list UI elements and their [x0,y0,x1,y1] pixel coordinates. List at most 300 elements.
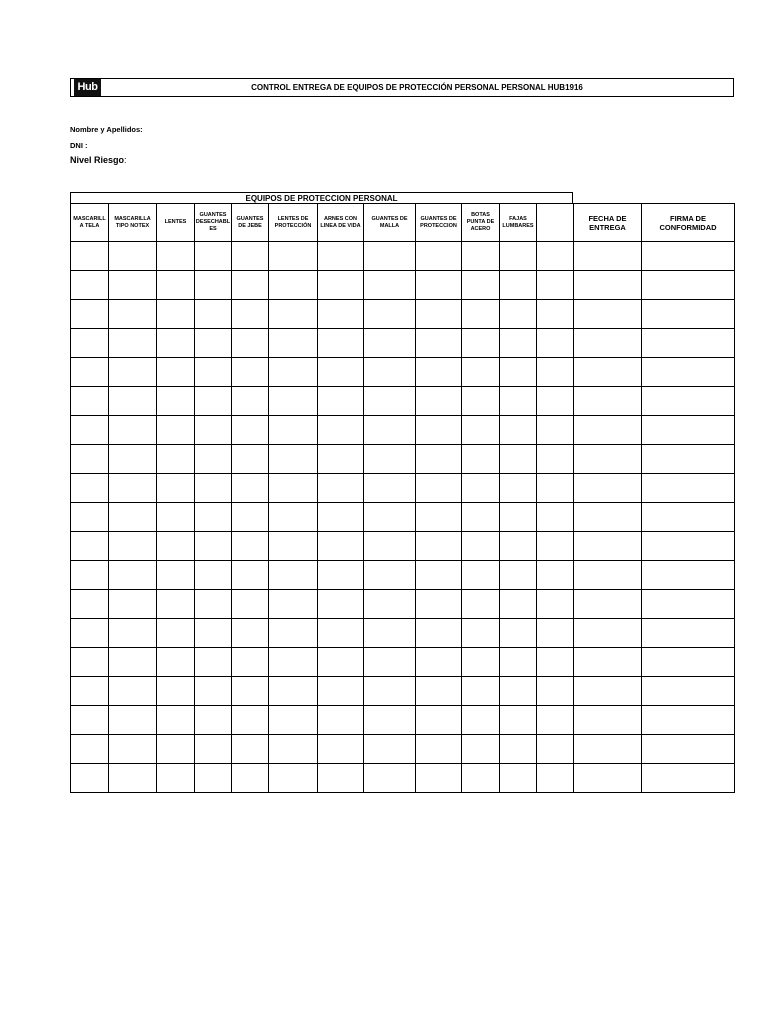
table-cell[interactable] [71,561,109,590]
table-cell[interactable] [195,532,232,561]
col-header-lentes-proteccion: LENTES DE PROTECCIÓN [269,204,318,242]
table-cell[interactable] [537,387,574,416]
table-cell[interactable] [71,329,109,358]
table-cell[interactable] [269,648,318,677]
table-cell[interactable] [195,648,232,677]
table-cell[interactable] [109,648,157,677]
table-cell[interactable] [318,532,364,561]
table-cell[interactable] [71,677,109,706]
table-cell[interactable] [269,677,318,706]
table-cell[interactable] [232,532,269,561]
table-cell[interactable] [574,764,642,793]
table-cell[interactable] [416,648,462,677]
table-cell[interactable] [195,706,232,735]
table-cell[interactable] [537,329,574,358]
table-cell[interactable] [500,329,537,358]
table-cell[interactable] [574,561,642,590]
table-cell[interactable] [416,532,462,561]
table-cell[interactable] [416,561,462,590]
table-cell[interactable] [269,706,318,735]
table-row [71,416,735,445]
table-cell[interactable] [364,503,416,532]
table-cell[interactable] [574,300,642,329]
table-cell[interactable] [109,677,157,706]
table-cell[interactable] [318,735,364,764]
table-cell[interactable] [462,677,500,706]
table-cell[interactable] [318,648,364,677]
col-header-arnes: ARNES CON LINEA DE VIDA [318,204,364,242]
col-header-mascarilla-notex: MASCARILLA TIPO NOTEX [109,204,157,242]
table-row [71,532,735,561]
table-cell[interactable] [462,735,500,764]
table-cell[interactable] [71,242,109,271]
table-cell[interactable] [157,416,195,445]
table-cell[interactable] [574,416,642,445]
table-cell[interactable] [71,590,109,619]
form-title: CONTROL ENTREGA DE EQUIPOS DE PROTECCIÓN PERSONAL PERSONAL HUB1916 [251,83,583,92]
table-cell[interactable] [109,271,157,300]
table-cell[interactable] [318,619,364,648]
col-header-guantes-malla: GUANTES DE MALLA [364,204,416,242]
table-cell[interactable] [109,706,157,735]
table-cell[interactable] [574,619,642,648]
table-cell[interactable] [364,532,416,561]
table-cell[interactable] [109,532,157,561]
table-cell[interactable] [574,271,642,300]
table-cell[interactable] [232,677,269,706]
table-cell[interactable] [318,677,364,706]
table-cell[interactable] [416,271,462,300]
table-cell[interactable] [195,590,232,619]
table-cell[interactable] [642,648,735,677]
table-cell[interactable] [232,242,269,271]
name-field-label: Nombre y Apellidos: [70,125,143,134]
table-cell[interactable] [537,706,574,735]
table-cell[interactable] [195,474,232,503]
table-cell[interactable] [462,445,500,474]
table-cell[interactable] [232,590,269,619]
table-cell[interactable] [500,503,537,532]
table-cell[interactable] [232,358,269,387]
table-cell[interactable] [71,532,109,561]
table-row [71,300,735,329]
table-cell[interactable] [574,648,642,677]
table-cell[interactable] [574,358,642,387]
table-cell[interactable] [500,677,537,706]
risk-level-label: Nivel Riesgo [70,155,125,165]
table-cell[interactable] [232,706,269,735]
table-cell[interactable] [109,416,157,445]
table-cell[interactable] [318,358,364,387]
table-cell[interactable] [364,416,416,445]
table-cell[interactable] [574,242,642,271]
table-row [71,242,735,271]
table-cell[interactable] [500,242,537,271]
table-cell[interactable] [642,387,735,416]
table-cell[interactable] [195,271,232,300]
table-cell[interactable] [195,329,232,358]
table-cell[interactable] [364,648,416,677]
table-cell[interactable] [157,329,195,358]
table-cell[interactable] [232,648,269,677]
table-cell[interactable] [574,329,642,358]
table-cell[interactable] [500,735,537,764]
table-cell[interactable] [642,416,735,445]
table-cell[interactable] [574,532,642,561]
table-cell[interactable] [195,387,232,416]
table-cell[interactable] [232,474,269,503]
table-cell[interactable] [500,271,537,300]
table-cell[interactable] [109,445,157,474]
table-cell[interactable] [109,358,157,387]
form-title-bar [70,78,734,97]
table-cell[interactable] [537,648,574,677]
table-cell[interactable] [574,677,642,706]
table-cell[interactable] [364,619,416,648]
table-cell[interactable] [462,561,500,590]
table-cell[interactable] [642,445,735,474]
table-cell[interactable] [642,561,735,590]
col-header-lentes: LENTES [157,204,195,242]
table-cell[interactable] [537,300,574,329]
col-header-guantes-proteccion: GUANTES DE PROTECCION [416,204,462,242]
table-cell[interactable] [157,648,195,677]
table-cell[interactable] [416,503,462,532]
table-cell[interactable] [109,735,157,764]
table-cell[interactable] [364,677,416,706]
table-header-row [71,204,735,242]
table-cell[interactable] [364,300,416,329]
table-cell[interactable] [462,503,500,532]
table-row [71,561,735,590]
table-cell[interactable] [232,561,269,590]
table-cell[interactable] [157,706,195,735]
table-cell[interactable] [537,416,574,445]
table-cell[interactable] [416,706,462,735]
table-cell[interactable] [318,242,364,271]
table-cell[interactable] [269,300,318,329]
table-row [71,358,735,387]
table-cell[interactable] [416,677,462,706]
table-cell[interactable] [642,735,735,764]
table-cell[interactable] [364,735,416,764]
table-cell[interactable] [157,503,195,532]
table-cell[interactable] [500,706,537,735]
table-row [71,764,735,793]
table-cell[interactable] [462,271,500,300]
table-cell[interactable] [364,764,416,793]
table-cell[interactable] [71,416,109,445]
table-cell[interactable] [109,474,157,503]
table-cell[interactable] [269,561,318,590]
table-cell[interactable] [364,561,416,590]
table-cell[interactable] [157,764,195,793]
table-cell[interactable] [642,590,735,619]
table-cell[interactable] [269,271,318,300]
table-cell[interactable] [574,445,642,474]
table-cell[interactable] [416,300,462,329]
table-cell[interactable] [157,445,195,474]
col-header-blank [537,204,574,242]
equipment-group-header: EQUIPOS DE PROTECCION PERSONAL [70,192,573,204]
table-cell[interactable] [109,764,157,793]
table-cell[interactable] [642,474,735,503]
table-cell[interactable] [500,474,537,503]
table-cell[interactable] [462,329,500,358]
table-cell[interactable] [462,706,500,735]
table-cell[interactable] [232,300,269,329]
table-row [71,706,735,735]
table-cell[interactable] [195,416,232,445]
table-cell[interactable] [157,271,195,300]
table-cell[interactable] [500,358,537,387]
table-cell[interactable] [364,387,416,416]
table-cell[interactable] [537,677,574,706]
table-cell[interactable] [269,532,318,561]
table-row [71,677,735,706]
table-cell[interactable] [195,503,232,532]
table-cell[interactable] [71,735,109,764]
table-cell[interactable] [500,648,537,677]
table-cell[interactable] [157,474,195,503]
table-cell[interactable] [500,387,537,416]
table-cell[interactable] [269,474,318,503]
table-cell[interactable] [537,242,574,271]
table-cell[interactable] [269,387,318,416]
table-cell[interactable] [642,619,735,648]
table-cell[interactable] [642,677,735,706]
table-cell[interactable] [500,561,537,590]
table-cell[interactable] [537,590,574,619]
table-cell[interactable] [537,619,574,648]
table-cell[interactable] [364,242,416,271]
table-cell[interactable] [537,561,574,590]
table-cell[interactable] [232,764,269,793]
table-cell[interactable] [537,445,574,474]
table-cell[interactable] [537,503,574,532]
table-cell[interactable] [642,271,735,300]
table-cell[interactable] [642,532,735,561]
table-cell[interactable] [364,329,416,358]
table-cell[interactable] [269,503,318,532]
table-cell[interactable] [416,590,462,619]
table-cell[interactable] [269,329,318,358]
col-header-fecha-entrega: FECHA DE ENTREGA [574,204,642,242]
table-cell[interactable] [109,387,157,416]
table-cell[interactable] [109,561,157,590]
equipment-delivery-table [70,203,735,793]
table-cell[interactable] [364,706,416,735]
table-cell[interactable] [318,300,364,329]
table-cell[interactable] [318,271,364,300]
table-cell[interactable] [157,561,195,590]
table-cell[interactable] [269,445,318,474]
table-cell[interactable] [416,474,462,503]
table-cell[interactable] [269,764,318,793]
table-cell[interactable] [195,735,232,764]
table-row [71,503,735,532]
table-cell[interactable] [109,242,157,271]
table-cell[interactable] [318,474,364,503]
table-cell[interactable] [318,387,364,416]
table-cell[interactable] [71,474,109,503]
table-cell[interactable] [500,590,537,619]
table-cell[interactable] [195,300,232,329]
table-cell[interactable] [232,619,269,648]
table-cell[interactable] [71,300,109,329]
col-header-fajas: FAJAS LUMBARES [500,204,537,242]
table-cell[interactable] [195,764,232,793]
table-cell[interactable] [109,590,157,619]
table-cell[interactable] [574,735,642,764]
table-cell[interactable] [462,619,500,648]
table-cell[interactable] [71,271,109,300]
table-cell[interactable] [232,387,269,416]
table-cell[interactable] [574,387,642,416]
table-cell[interactable] [642,503,735,532]
table-cell[interactable] [500,764,537,793]
table-cell[interactable] [642,358,735,387]
table-cell[interactable] [157,300,195,329]
table-cell[interactable] [416,358,462,387]
col-header-mascarilla-tela: MASCARILL A TELA [71,204,109,242]
table-cell[interactable] [195,445,232,474]
table-cell[interactable] [318,445,364,474]
table-cell[interactable] [642,706,735,735]
table-cell[interactable] [416,445,462,474]
table-cell[interactable] [416,416,462,445]
dni-field-label: DNI : [70,141,88,150]
table-row [71,445,735,474]
table-cell[interactable] [500,445,537,474]
table-cell[interactable] [232,271,269,300]
table-cell[interactable] [416,242,462,271]
table-cell[interactable] [574,474,642,503]
table-cell[interactable] [462,648,500,677]
table-cell[interactable] [462,474,500,503]
table-cell[interactable] [157,532,195,561]
table-cell[interactable] [232,503,269,532]
table-cell[interactable] [462,300,500,329]
table-cell[interactable] [195,358,232,387]
table-cell[interactable] [195,561,232,590]
table-cell[interactable] [462,387,500,416]
table-cell[interactable] [157,387,195,416]
table-cell[interactable] [157,590,195,619]
table-cell[interactable] [537,764,574,793]
table-cell[interactable] [537,532,574,561]
table-cell[interactable] [642,242,735,271]
table-cell[interactable] [364,445,416,474]
table-cell[interactable] [500,532,537,561]
table-cell[interactable] [462,416,500,445]
table-cell[interactable] [232,445,269,474]
table-cell[interactable] [416,619,462,648]
table-cell[interactable] [157,735,195,764]
table-cell[interactable] [462,532,500,561]
table-cell[interactable] [109,329,157,358]
table-cell[interactable] [232,735,269,764]
table-cell[interactable] [416,735,462,764]
table-cell[interactable] [109,300,157,329]
table-cell[interactable] [537,271,574,300]
table-cell[interactable] [318,590,364,619]
table-cell[interactable] [157,242,195,271]
table-cell[interactable] [195,619,232,648]
table-cell[interactable] [71,619,109,648]
table-cell[interactable] [364,271,416,300]
table-cell[interactable] [462,590,500,619]
table-cell[interactable] [500,619,537,648]
table-cell[interactable] [500,416,537,445]
table-cell[interactable] [269,735,318,764]
risk-level-colon: : [124,155,127,165]
table-cell[interactable] [232,416,269,445]
table-cell[interactable] [269,416,318,445]
table-cell[interactable] [416,329,462,358]
table-cell[interactable] [500,300,537,329]
table-cell[interactable] [318,503,364,532]
table-cell[interactable] [462,764,500,793]
table-cell[interactable] [318,561,364,590]
table-cell[interactable] [416,764,462,793]
table-cell[interactable] [109,619,157,648]
col-header-guantes-desechables: GUANTES DESECHABL ES [195,204,232,242]
table-cell[interactable] [71,387,109,416]
table-cell[interactable] [195,242,232,271]
table-cell[interactable] [318,329,364,358]
table-cell[interactable] [195,677,232,706]
table-cell[interactable] [574,503,642,532]
table-cell[interactable] [416,387,462,416]
table-cell[interactable] [109,503,157,532]
table-cell[interactable] [642,300,735,329]
table-cell[interactable] [642,764,735,793]
table-cell[interactable] [157,358,195,387]
table-cell[interactable] [157,677,195,706]
table-cell[interactable] [318,416,364,445]
table-cell[interactable] [71,503,109,532]
table-cell[interactable] [71,706,109,735]
table-cell[interactable] [462,358,500,387]
table-cell[interactable] [269,358,318,387]
table-cell[interactable] [462,242,500,271]
table-cell[interactable] [574,590,642,619]
table-cell[interactable] [71,648,109,677]
table-row [71,619,735,648]
table-cell[interactable] [537,474,574,503]
table-cell[interactable] [318,764,364,793]
col-header-firma: FIRMA DE CONFORMIDAD [642,204,735,242]
table-cell[interactable] [364,474,416,503]
table-cell[interactable] [232,329,269,358]
table-cell[interactable] [71,764,109,793]
table-cell[interactable] [537,735,574,764]
table-body [71,242,735,793]
table-cell[interactable] [269,242,318,271]
table-cell[interactable] [71,445,109,474]
table-cell[interactable] [157,619,195,648]
table-cell[interactable] [537,358,574,387]
table-cell[interactable] [574,706,642,735]
table-cell[interactable] [364,358,416,387]
table-cell[interactable] [642,329,735,358]
table-cell[interactable] [364,590,416,619]
table-cell[interactable] [71,358,109,387]
table-cell[interactable] [318,706,364,735]
table-cell[interactable] [269,619,318,648]
table-cell[interactable] [269,590,318,619]
